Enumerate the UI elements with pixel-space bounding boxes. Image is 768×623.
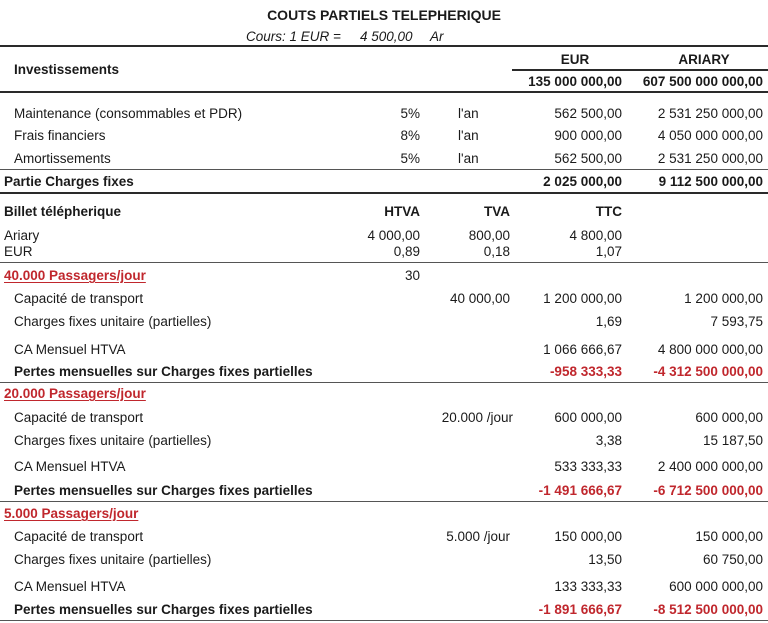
row-label: Frais financiers [14,128,106,143]
row-ttc: 4 800,00 [569,228,622,243]
revenue-ariary: 4 800 000 000,00 [657,342,763,357]
row-pct: 5% [400,151,420,166]
capacity-label: Capacité de transport [14,410,144,425]
row-period: l'an [458,106,479,121]
revenue-ariary: 2 400 000 000,00 [657,459,763,474]
investment-total-ariary: 607 500 000 000,00 [642,74,763,89]
revenue-eur: 533 333,33 [554,459,622,474]
row-pct: 5% [400,106,420,121]
row-ariary: 9 112 500 000,00 [658,174,763,189]
scenario-title: 5.000 Passagers/jour [4,506,139,521]
divider [512,69,768,71]
scenario-title: 20.000 Passagers/jour [4,386,146,401]
rate-unit: Ar [430,29,444,44]
row-eur: 562 500,00 [554,106,622,121]
loss-ariary: -8 512 500 000,00 [653,602,763,617]
unit-cost-ariary: 60 750,00 [702,552,763,567]
row-ariary: 2 531 250 000,00 [657,106,763,121]
capacity-label: Capacité de transport [14,529,144,544]
unit-cost-eur: 13,50 [588,552,622,567]
revenue-eur: 1 066 666,67 [543,342,622,357]
row-tva: 800,00 [468,228,510,243]
unit-cost-ariary: 7 593,75 [710,314,763,329]
revenue-label: CA Mensuel HTVA [14,342,126,357]
unit-cost-eur: 1,69 [595,314,622,329]
unit-cost-label: Charges fixes unitaire (partielles) [14,552,212,567]
row-htva: 0,89 [393,244,420,259]
row-label: Maintenance (consommables et PDR) [14,106,243,121]
capacity-per-day: 20.000 /jour [441,410,513,425]
revenue-label: CA Mensuel HTVA [14,459,126,474]
row-eur: 900 000,00 [554,128,622,143]
col-eur-header: EUR [560,52,590,67]
scenario-title: 40.000 Passagers/jour [4,268,146,283]
row-period: l'an [458,151,479,166]
loss-eur: -958 333,33 [549,364,622,379]
loss-label: Pertes mensuelles sur Charges fixes partielles [14,483,313,498]
row-eur: 2 025 000,00 [543,174,622,189]
revenue-eur: 133 333,33 [554,579,622,594]
divider [0,382,768,383]
loss-label: Pertes mensuelles sur Charges fixes partielles [14,602,313,617]
row-period: l'an [458,128,479,143]
row-tva: 0,18 [483,244,510,259]
page-title: COUTS PARTIELS TELEPHERIQUE [267,7,501,23]
capacity-ariary: 600 000,00 [695,410,763,425]
scenario-days: 30 [404,268,420,283]
ticket-label: Billet télépherique [4,204,122,219]
ticket-ttc-header: TTC [595,204,622,219]
capacity-per-day: 40 000,00 [449,291,510,306]
unit-cost-ariary: 15 187,50 [702,433,763,448]
investment-total-eur: 135 000 000,00 [528,74,622,89]
col-ariary-header: ARIARY [678,52,730,67]
ticket-tva-header: TVA [484,204,510,219]
loss-label: Pertes mensuelles sur Charges fixes partielles [14,364,313,379]
divider [0,620,768,621]
capacity-per-day: 5.000 /jour [446,529,510,544]
row-label: Amortissements [14,151,111,166]
capacity-eur: 150 000,00 [554,529,622,544]
capacity-ariary: 1 200 000,00 [684,291,763,306]
capacity-label: Capacité de transport [14,291,144,306]
row-label: Ariary [4,228,40,243]
loss-eur: -1 491 666,67 [538,483,622,498]
capacity-eur: 1 200 000,00 [543,291,622,306]
loss-eur: -1 891 666,67 [538,602,622,617]
row-ttc: 1,07 [595,244,622,259]
loss-ariary: -6 712 500 000,00 [653,483,763,498]
loss-ariary: -4 312 500 000,00 [653,364,763,379]
rate-label: Cours: 1 EUR = [246,29,341,44]
divider [0,501,768,502]
divider [0,169,768,170]
row-label: Partie Charges fixes [4,174,134,189]
row-label: EUR [4,244,33,259]
row-eur: 562 500,00 [554,151,622,166]
row-htva: 4 000,00 [367,228,420,243]
unit-cost-eur: 3,38 [595,433,622,448]
investments-label: Investissements [14,62,120,77]
unit-cost-label: Charges fixes unitaire (partielles) [14,314,212,329]
rate-value: 4 500,00 [360,29,413,44]
ticket-htva-header: HTVA [384,204,420,219]
divider [0,91,768,93]
row-ariary: 2 531 250 000,00 [657,151,763,166]
capacity-eur: 600 000,00 [554,410,622,425]
row-ariary: 4 050 000 000,00 [657,128,763,143]
divider [0,262,768,263]
divider [0,45,768,47]
unit-cost-label: Charges fixes unitaire (partielles) [14,433,212,448]
revenue-ariary: 600 000 000,00 [669,579,763,594]
row-pct: 8% [400,128,420,143]
capacity-ariary: 150 000,00 [695,529,763,544]
divider [0,192,768,194]
revenue-label: CA Mensuel HTVA [14,579,126,594]
